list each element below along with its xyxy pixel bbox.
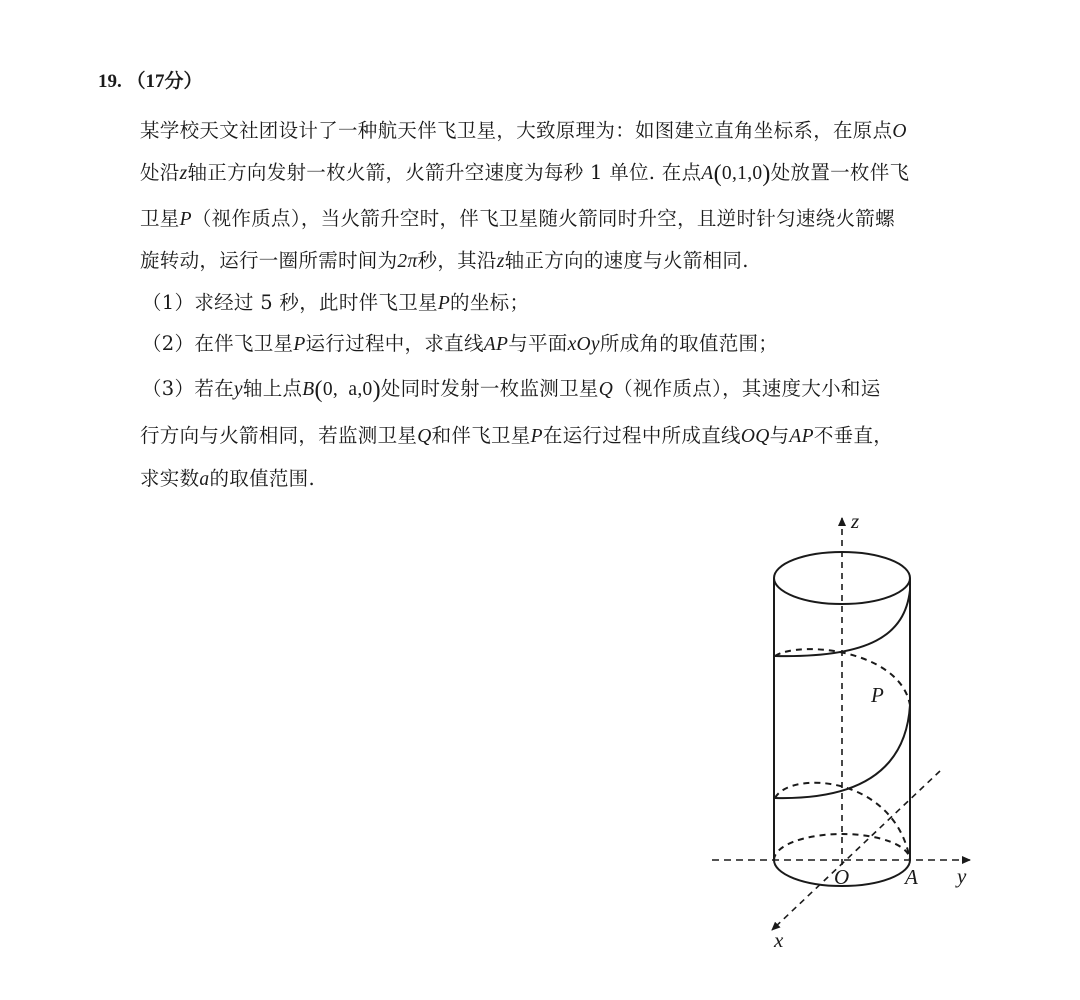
cylinder-helix-figure: [700, 500, 990, 955]
var-O: O: [892, 121, 907, 142]
stem-line-3: 卫星P（视作质点），当火箭升空时，伴飞卫星随火箭同时升空，且逆时针匀速绕火箭螺: [140, 207, 895, 230]
stem-line-4: 旋转动，运行一圈所需时间为2π秒，其沿z轴正方向的速度与火箭相同.: [140, 249, 749, 272]
part-2: （2）在伴飞卫星P运行过程中，求直线AP与平面xOy所成角的取值范围；: [142, 332, 779, 355]
stem-line-2: 处沿z轴正方向发射一枚火箭，火箭升空速度为每秒 1 单位. 在点A(0,1,0)处放置一枚伴飞: [140, 161, 910, 187]
part-3-line-2: 行方向与火箭相同，若监测卫星Q和伴飞卫星P在运行过程中所成直线OQ与AP不垂直，: [140, 424, 894, 447]
point-A-coords: 0,1,0: [721, 163, 763, 184]
x-axis: [772, 771, 940, 930]
label-O: O: [834, 865, 850, 889]
label-z: z: [851, 509, 860, 533]
label-P: P: [871, 683, 884, 707]
part-3: （3）若在y轴上点B(0, a,0)处同时发射一枚监测卫星Q（视作质点），其速度大小和运: [142, 377, 881, 403]
period-value: 2π: [397, 251, 418, 272]
point-B-coords: 0, a,0: [322, 379, 373, 400]
label-y: y: [957, 864, 967, 888]
var-A: A: [701, 163, 714, 184]
label-x: x: [774, 928, 784, 952]
stem-line-1: 某学校天文社团设计了一种航天伴飞卫星，大致原理为：如图建立直角坐标系，在原点O: [140, 119, 907, 142]
label-A: A: [905, 865, 918, 889]
question-header: [98, 66, 203, 93]
part-1: （1）求经过 5 秒，此时伴飞卫星P的坐标；: [142, 291, 530, 314]
part-3-line-3: 求实数a的取值范围.: [140, 467, 315, 490]
question-number: 19.: [98, 71, 122, 92]
question-points: （17分）: [126, 71, 203, 92]
